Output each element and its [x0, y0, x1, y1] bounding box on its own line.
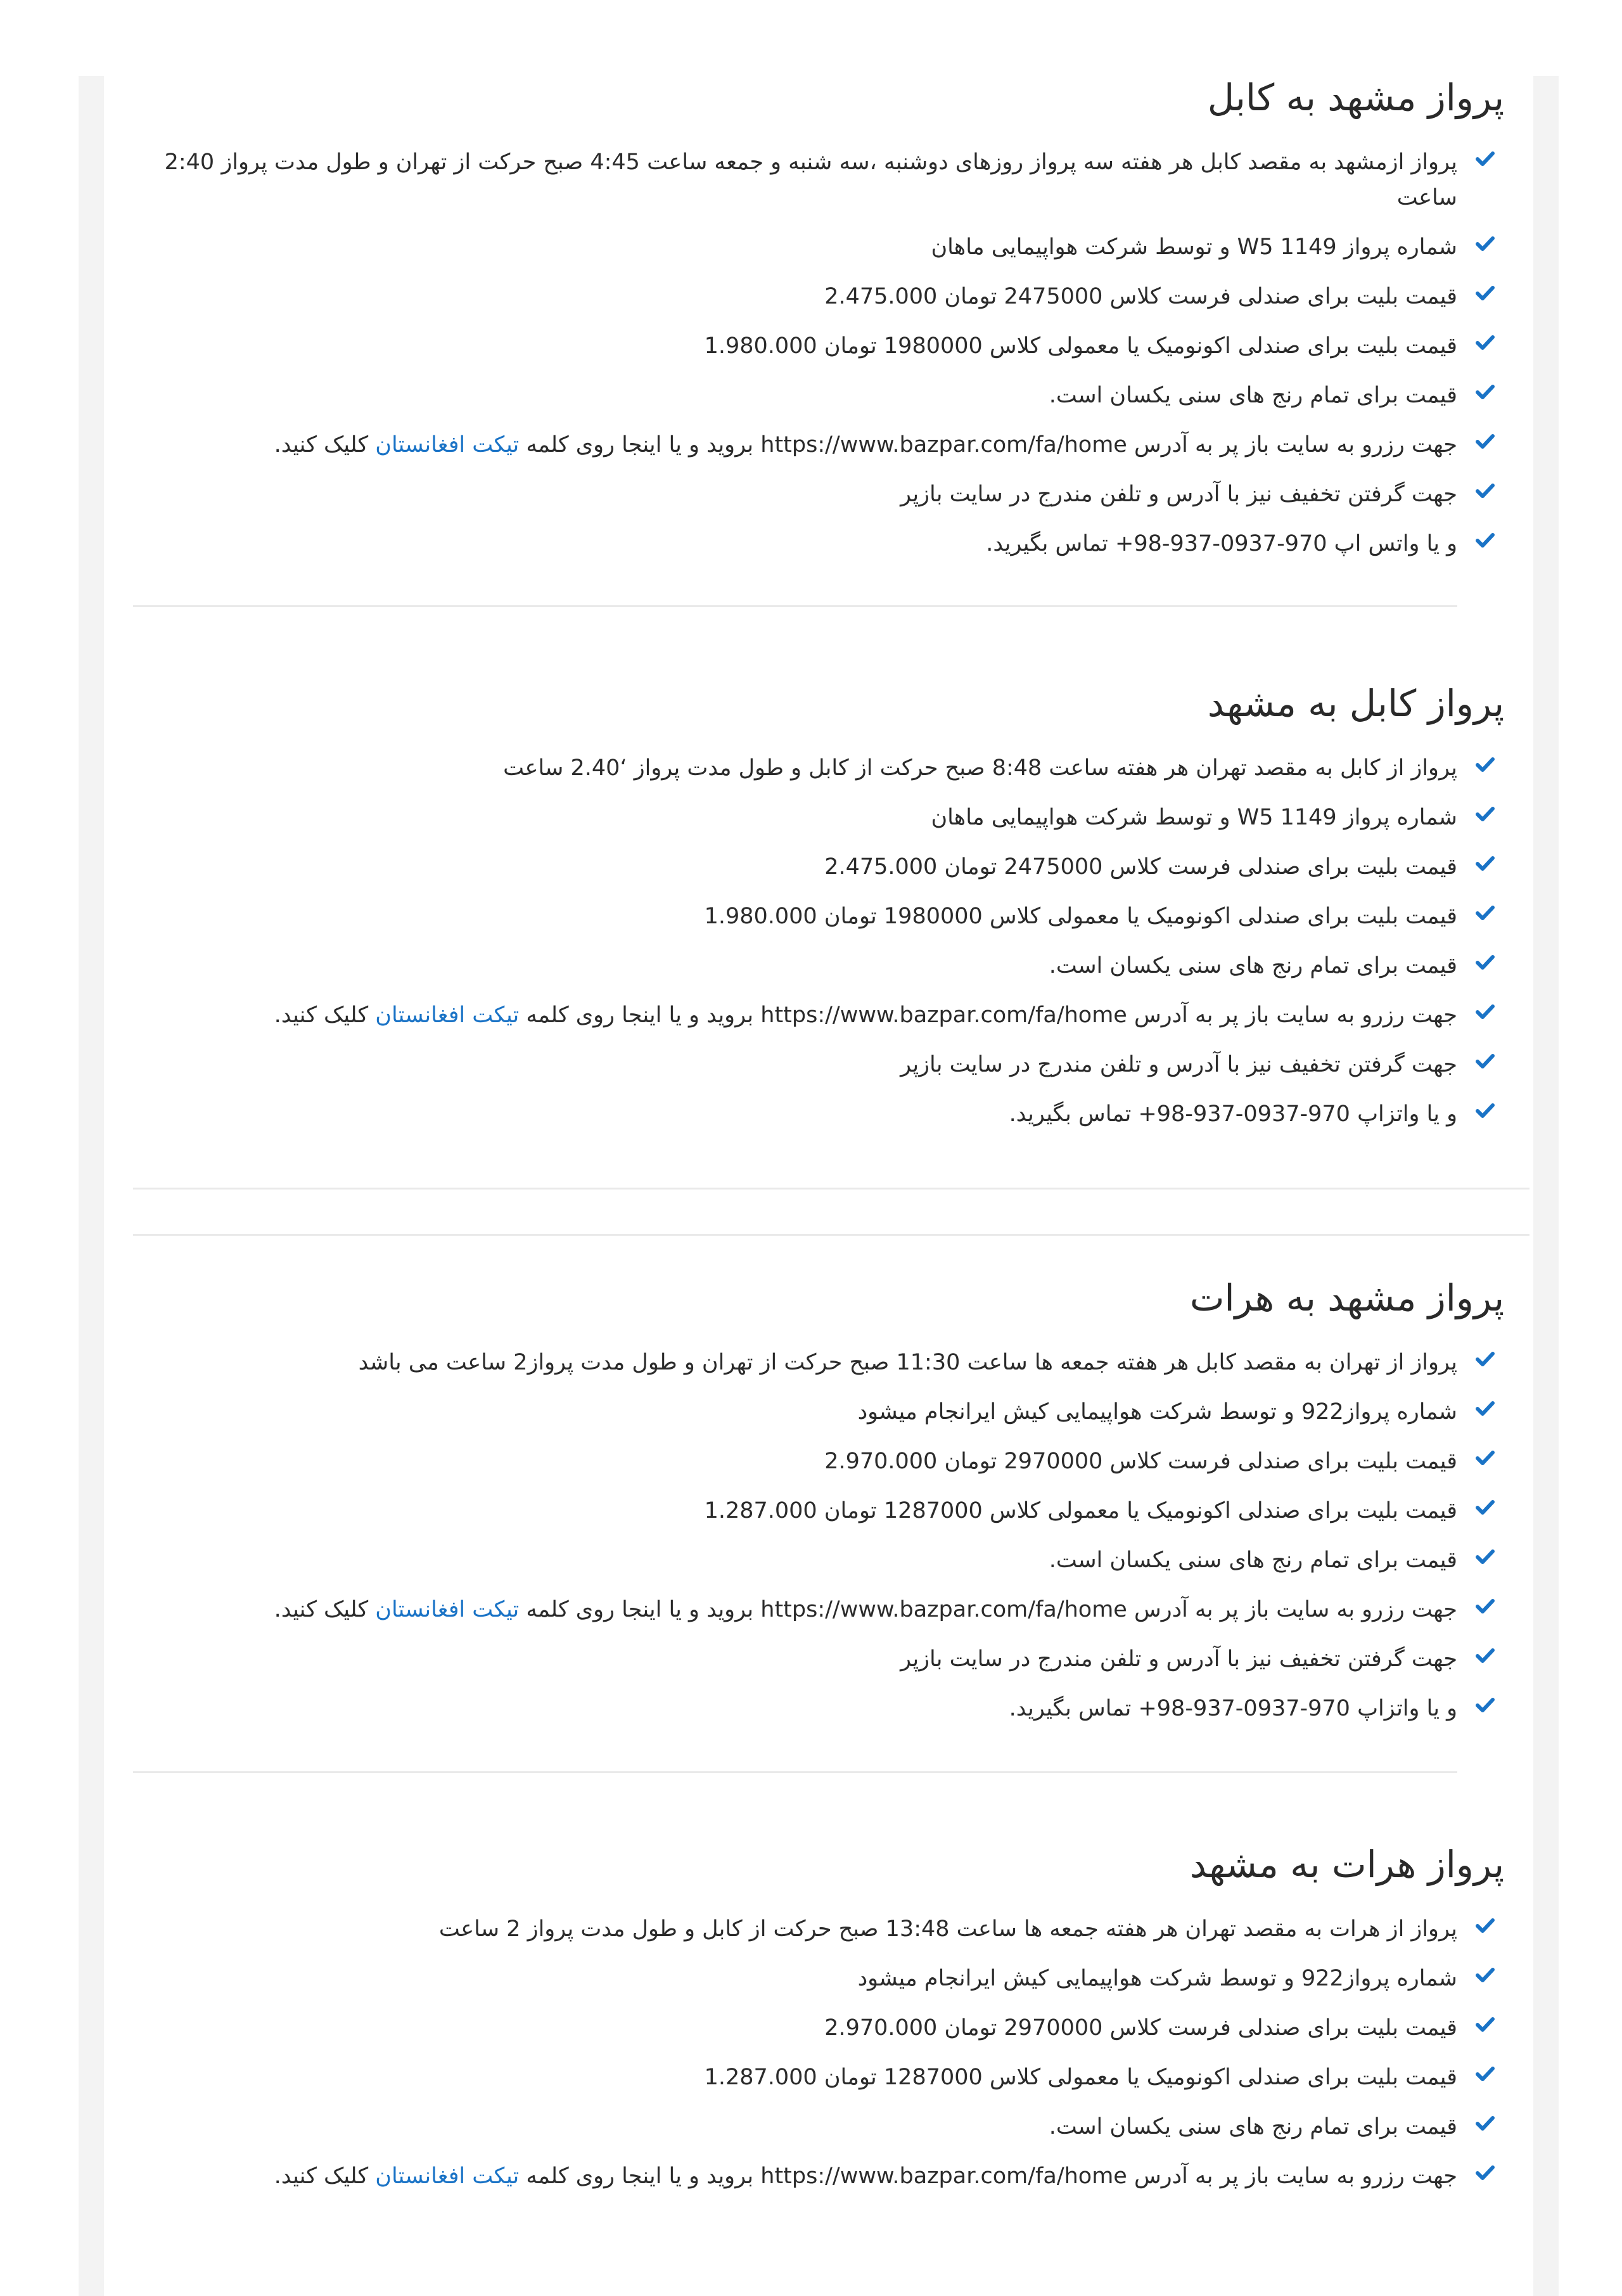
check-icon [1475, 902, 1495, 923]
list-item: قیمت بلیت برای صندلی اکونومیک یا معمولی کلاس 1980000 تومان 1.980.000 [142, 328, 1457, 364]
check-icon [1475, 853, 1495, 873]
right-gutter [1533, 76, 1559, 2296]
section-title: پرواز مشهد به هرات [1189, 1276, 1504, 1319]
check-icon [1475, 233, 1495, 253]
list-item: پرواز از کابل به مقصد تهران هر هفته ساعت 8:48 صبح حرکت از کابل و طول مدت پرواز ‘2.40 ساعت [142, 750, 1457, 786]
check-icon [1475, 2162, 1495, 2183]
list-item: و یا واتس اپ 970-0937-937-98+ تماس بگیرید. [142, 526, 1457, 561]
afghanistan-ticket-link[interactable]: تیکت افغانستان [375, 2164, 520, 2189]
afghanistan-ticket-link[interactable]: تیکت افغانستان [375, 432, 520, 458]
check-icon [1475, 1645, 1495, 1665]
list-item: پرواز ازمشهد به مقصد کابل هر هفته سه پرواز روزهای دوشنبه ،سه شنبه و جمعه ساعت 4:45 صبح حرکت از تهران و طول مدت پرواز 2:40 ساعت [142, 144, 1457, 215]
list-item: پرواز از هرات به مقصد تهران هر هفته جمعه ها ساعت 13:48 صبح حرکت از کابل و طول مدت پرواز 2 ساعت [142, 1911, 1457, 1947]
check-icon [1475, 480, 1495, 501]
section-title: پرواز مشهد به کابل [1207, 76, 1504, 119]
list-item: و یا واتزاپ 970-0937-937-98+ تماس بگیرید. [142, 1691, 1457, 1726]
section-title: پرواز کابل به مشهد [1207, 682, 1504, 725]
check-icon [1475, 1398, 1495, 1418]
check-icon [1475, 148, 1495, 169]
check-icon [1475, 1001, 1495, 1022]
section-divider [133, 605, 1457, 607]
check-icon [1475, 1965, 1495, 1985]
check-icon [1475, 2014, 1495, 2034]
list-item: و یا واتزاپ 970-0937-937-98+ تماس بگیرید. [142, 1096, 1457, 1132]
list-item: قیمت برای تمام رنج های سنی یکسان است. [142, 1542, 1457, 1578]
check-icon [1475, 1497, 1495, 1517]
afghanistan-ticket-link[interactable]: تیکت افغانستان [375, 1597, 520, 1622]
list-item: پرواز از تهران به مقصد کابل هر هفته جمعه ها ساعت 11:30 صبح حرکت از تهران و طول مدت پرواز2 ساعت می باشد [142, 1345, 1457, 1380]
check-icon [1475, 1349, 1495, 1369]
check-icon [1475, 2113, 1495, 2133]
afghanistan-ticket-link[interactable]: تیکت افغانستان [375, 1003, 520, 1028]
list-item: شماره پرواز922 و توسط شرکت هواپیمایی کیش ایرانجام میشود [142, 1961, 1457, 1996]
section-divider [133, 1188, 1529, 1190]
list-item: قیمت بلیت برای صندلی اکونومیک یا معمولی کلاس 1980000 تومان 1.980.000 [142, 899, 1457, 934]
list-item: جهت گرفتن تخفیف نیز با آدرس و تلفن مندرج در سایت بازپر [142, 477, 1457, 512]
article-content [104, 0, 1533, 2296]
list-item: قیمت بلیت برای صندلی فرست کلاس 2970000 تومان 2.970.000 [142, 1444, 1457, 1479]
check-icon [1475, 1447, 1495, 1468]
list-item: جهت رزرو به سایت باز پر به آدرس https://www.bazpar.com/fa/home بروید و یا اینجا روی کلمه تیکت افغانستان کلیک کنید. [142, 997, 1457, 1033]
check-icon [1475, 1695, 1495, 1715]
list-item: شماره پرواز W5 1149 و توسط شرکت هواپیمایی ماهان [142, 800, 1457, 835]
check-icon [1475, 530, 1495, 550]
left-gutter [79, 76, 104, 2296]
list-item: جهت گرفتن تخفیف نیز با آدرس و تلفن مندرج در سایت بازپر [142, 1641, 1457, 1677]
check-icon [1475, 332, 1495, 352]
list-item: قیمت بلیت برای صندلی فرست کلاس 2970000 تومان 2.970.000 [142, 2010, 1457, 2046]
section-title: پرواز هرات به مشهد [1189, 1843, 1504, 1886]
list-item: جهت رزرو به سایت باز پر به آدرس https://www.bazpar.com/fa/home بروید و یا اینجا روی کلمه تیکت افغانستان کلیک کنید. [142, 2158, 1457, 2194]
list-item: جهت رزرو به سایت باز پر به آدرس https://www.bazpar.com/fa/home بروید و یا اینجا روی کلمه تیکت افغانستان کلیک کنید. [142, 1592, 1457, 1627]
list-item: شماره پرواز922 و توسط شرکت هواپیمایی کیش ایرانجام میشود [142, 1394, 1457, 1430]
list-item: قیمت برای تمام رنج های سنی یکسان است. [142, 2109, 1457, 2145]
list-item: قیمت بلیت برای صندلی فرست کلاس 2475000 تومان 2.475.000 [142, 279, 1457, 314]
check-icon [1475, 2063, 1495, 2084]
list-item: جهت گرفتن تخفیف نیز با آدرس و تلفن مندرج در سایت بازپر [142, 1047, 1457, 1082]
list-item: قیمت بلیت برای صندلی فرست کلاس 2475000 تومان 2.475.000 [142, 849, 1457, 885]
check-icon [1475, 1546, 1495, 1567]
check-icon [1475, 1915, 1495, 1935]
check-icon [1475, 804, 1495, 824]
section-divider [133, 1234, 1529, 1236]
check-icon [1475, 283, 1495, 303]
check-icon [1475, 382, 1495, 402]
check-icon [1475, 754, 1495, 774]
check-icon [1475, 1051, 1495, 1071]
check-icon [1475, 1596, 1495, 1616]
section-divider [133, 1771, 1457, 1773]
list-item: شماره پرواز W5 1149 و توسط شرکت هواپیمایی ماهان [142, 229, 1457, 265]
list-item: قیمت برای تمام رنج های سنی یکسان است. [142, 378, 1457, 413]
check-icon [1475, 1100, 1495, 1120]
list-item: قیمت برای تمام رنج های سنی یکسان است. [142, 948, 1457, 984]
list-item: قیمت بلیت برای صندلی اکونومیک یا معمولی کلاس 1287000 تومان 1.287.000 [142, 1493, 1457, 1529]
list-item: جهت رزرو به سایت باز پر به آدرس https://www.bazpar.com/fa/home بروید و یا اینجا روی کلمه تیکت افغانستان کلیک کنید. [142, 427, 1457, 463]
check-icon [1475, 431, 1495, 451]
check-icon [1475, 952, 1495, 972]
list-item: قیمت بلیت برای صندلی اکونومیک یا معمولی کلاس 1287000 تومان 1.287.000 [142, 2060, 1457, 2095]
